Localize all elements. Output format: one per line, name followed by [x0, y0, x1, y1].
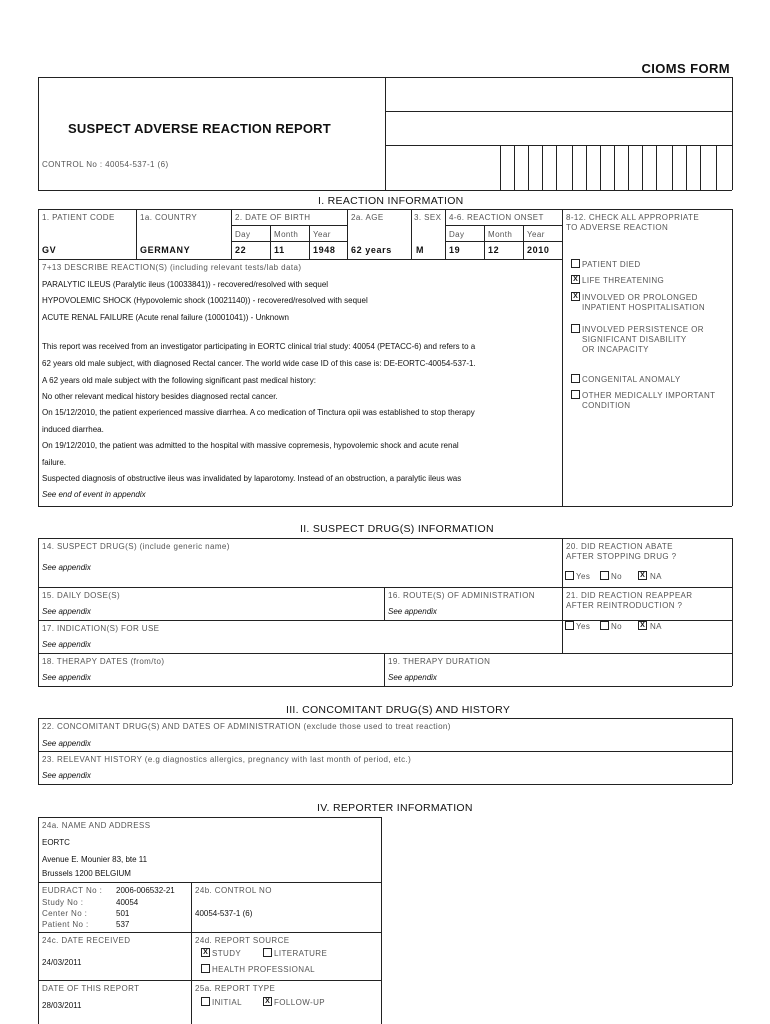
reaction-line: This report was received from an investigator participating in EORTC clinical trial study: 40054 (PETACC-6) and refers to a — [42, 342, 476, 351]
country-value: GERMANY — [140, 245, 191, 255]
reporter-name: EORTC — [42, 838, 70, 847]
congenital-anomaly-checkbox[interactable] — [571, 374, 580, 383]
dob-month-value: 11 — [274, 245, 285, 255]
section-reaction-heading: I. REACTION INFORMATION — [318, 195, 464, 207]
reappear-yes-label: Yes — [576, 622, 591, 631]
date-received-label: 24c. DATE RECEIVED — [42, 936, 131, 945]
onset-month-value: 12 — [488, 245, 500, 255]
life-threatening-label: LIFE THREATENING — [582, 276, 665, 285]
reappear-na-checkbox[interactable]: X — [638, 621, 647, 630]
abate-label: 20. DID REACTION ABATE AFTER STOPPING DRUG ? — [566, 542, 677, 561]
dob-month-label: Month — [274, 230, 299, 239]
daily-dose-label: 15. DAILY DOSE(S) — [42, 591, 121, 600]
congenital-anomaly-label: CONGENITAL ANOMALY — [582, 375, 681, 384]
relevant-history-label: 23. RELEVANT HISTORY (e.g diagnostics allergics, pregnancy with last month of period, etc.) — [42, 755, 412, 764]
report-type-followup-label: FOLLOW-UP — [274, 998, 326, 1007]
report-type-label: 25a. REPORT TYPE — [195, 984, 276, 993]
abate-na-label: NA — [650, 572, 662, 581]
center-no-label: Center No : — [42, 909, 88, 918]
reaction-line: HYPOVOLEMIC SHOCK (Hypovolemic shock (10021140)) - recovered/resolved with sequel — [42, 296, 368, 305]
suspect-drug-value: See appendix — [42, 563, 91, 572]
reappear-na-label: NA — [650, 622, 662, 631]
dob-day-label: Day — [235, 230, 251, 239]
reappear-label: 21. DID REACTION REAPPEAR AFTER REINTRODUCTION ? — [566, 591, 693, 610]
date-of-report-label: DATE OF THIS REPORT — [42, 984, 140, 993]
describe-reaction-label: 7+13 DESCRIBE REACTION(S) (including relevant tests/lab data) — [42, 263, 302, 272]
disability-label: INVOLVED PERSISTENCE OR SIGNIFICANT DISABILITY OR INCAPACITY — [582, 325, 704, 354]
age-value: 62 years — [351, 245, 392, 255]
concomitant-drugs-label: 22. CONCOMITANT DRUG(S) AND DATES OF ADMINISTRATION (exclude those used to treat reaction) — [42, 722, 451, 731]
control-no-value: 40054-537-1 (6) — [195, 909, 253, 918]
eudract-value: 2006-006532-21 — [116, 886, 175, 895]
reaction-line: failure. — [42, 458, 67, 467]
report-type-followup-checkbox[interactable]: X — [263, 997, 272, 1006]
report-source-label: 24d. REPORT SOURCE — [195, 936, 290, 945]
dob-day-value: 22 — [235, 245, 247, 255]
reaction-line: No other relevant medical history besides diagnosed rectal cancer. — [42, 392, 278, 401]
onset-year-label: Year — [527, 230, 545, 239]
onset-label: 4-6. REACTION ONSET — [449, 213, 544, 222]
therapy-duration-value: See appendix — [388, 673, 437, 682]
reaction-line: See end of event in appendix — [42, 490, 146, 499]
patient-died-checkbox[interactable] — [571, 259, 580, 268]
abate-yes-label: Yes — [576, 572, 591, 581]
patient-code-label: 1. PATIENT CODE — [42, 213, 115, 222]
hospitalisation-label: INVOLVED OR PROLONGED INPATIENT HOSPITALISATION — [582, 293, 706, 312]
reappear-yes-checkbox[interactable] — [565, 621, 574, 630]
section-drugs-heading: II. SUSPECT DRUG(S) INFORMATION — [300, 523, 494, 535]
reaction-line: A 62 years old male subject with the following significant past medical history: — [42, 376, 316, 385]
age-label: 2a. AGE — [351, 213, 384, 222]
country-label: 1a. COUNTRY — [140, 213, 198, 222]
source-study-checkbox[interactable]: X — [201, 948, 210, 957]
section-concomitant-heading: III. CONCOMITANT DRUG(S) AND HISTORY — [286, 704, 511, 716]
control-no-label: 24b. CONTROL NO — [195, 886, 272, 895]
patient-no-value: 537 — [116, 920, 130, 929]
reappear-no-label: No — [611, 622, 623, 631]
other-condition-label: OTHER MEDICALLY IMPORTANT CONDITION — [582, 391, 716, 410]
study-no-label: Study No : — [42, 898, 84, 907]
route-value: See appendix — [388, 607, 437, 616]
sex-label: 3. SEX — [414, 213, 442, 222]
reaction-line: 62 years old male subject, with diagnosed Rectal cancer. The world wide case ID of this case is: DE-EORTC-40054-537-1. — [42, 359, 476, 368]
reaction-line: On 19/12/2010, the patient was admitted to the hospital with massive copremesis, hypovolemic shock and acute renal — [42, 441, 459, 450]
reappear-no-checkbox[interactable] — [600, 621, 609, 630]
form-title: CIOMS FORM — [641, 61, 730, 76]
patient-died-label: PATIENT DIED — [582, 260, 641, 269]
indication-value: See appendix — [42, 640, 91, 649]
therapy-duration-label: 19. THERAPY DURATION — [388, 657, 491, 666]
control-number: CONTROL No : 40054-537-1 (6) — [42, 160, 169, 169]
source-literature-label: LITERATURE — [274, 949, 328, 958]
reaction-line: Suspected diagnosis of obstructive ileus was invalidated by laparotomy. Instead of an obstruction, a paralytic ileus was — [42, 474, 462, 483]
indication-label: 17. INDICATION(S) FOR USE — [42, 624, 160, 633]
source-study-label: STUDY — [212, 949, 242, 958]
hospitalisation-checkbox[interactable]: X — [571, 292, 580, 301]
patient-code-value: GV — [42, 245, 57, 255]
check-label: 8-12. CHECK ALL APPROPRIATE TO ADVERSE REACTION — [566, 213, 700, 232]
center-no-value: 501 — [116, 909, 130, 918]
reporter-address-2: Brussels 1200 BELGIUM — [42, 869, 131, 878]
study-no-value: 40054 — [116, 898, 139, 907]
abate-no-checkbox[interactable] — [600, 571, 609, 580]
route-label: 16. ROUTE(S) OF ADMINISTRATION — [388, 591, 535, 600]
source-health-professional-checkbox[interactable] — [201, 964, 210, 973]
abate-no-label: No — [611, 572, 623, 581]
suspect-drug-label: 14. SUSPECT DRUG(S) (include generic name) — [42, 542, 230, 551]
reaction-line: induced diarrhea. — [42, 425, 104, 434]
date-of-report-value: 28/03/2011 — [42, 1001, 82, 1010]
reaction-line: On 15/12/2010, the patient experienced massive diarrhea. A co medication of Tinctura opii was established to stop therapy — [42, 408, 475, 417]
section-reporter-heading: IV. REPORTER INFORMATION — [317, 802, 473, 814]
life-threatening-checkbox[interactable]: X — [571, 275, 580, 284]
eudract-label: EUDRACT No : — [42, 886, 103, 895]
report-type-initial-checkbox[interactable] — [201, 997, 210, 1006]
relevant-history-value: See appendix — [42, 771, 91, 780]
abate-yes-checkbox[interactable] — [565, 571, 574, 580]
onset-month-label: Month — [488, 230, 513, 239]
source-literature-checkbox[interactable] — [263, 948, 272, 957]
dob-year-label: Year — [313, 230, 331, 239]
onset-year-value: 2010 — [527, 245, 550, 255]
daily-dose-value: See appendix — [42, 607, 91, 616]
report-type-initial-label: INITIAL — [212, 998, 242, 1007]
dob-year-value: 1948 — [313, 245, 336, 255]
therapy-dates-value: See appendix — [42, 673, 91, 682]
other-condition-checkbox[interactable] — [571, 390, 580, 399]
report-title: SUSPECT ADVERSE REACTION REPORT — [68, 121, 331, 136]
onset-day-value: 19 — [449, 245, 461, 255]
dob-label: 2. DATE OF BIRTH — [235, 213, 311, 222]
date-received-value: 24/03/2011 — [42, 958, 82, 967]
name-address-label: 24a. NAME AND ADDRESS — [42, 821, 151, 830]
reaction-line: ACUTE RENAL FAILURE (Acute renal failure (10001041)) - Unknown — [42, 313, 289, 322]
therapy-dates-label: 18. THERAPY DATES (from/to) — [42, 657, 165, 666]
concomitant-drugs-value: See appendix — [42, 739, 91, 748]
onset-day-label: Day — [449, 230, 465, 239]
reporter-address-1: Avenue E. Mounier 83, bte 11 — [42, 855, 148, 864]
patient-no-label: Patient No : — [42, 920, 89, 929]
abate-na-checkbox[interactable]: X — [638, 571, 647, 580]
reaction-line: PARALYTIC ILEUS (Paralytic ileus (10033841)) - recovered/resolved with sequel — [42, 280, 329, 289]
source-health-professional-label: HEALTH PROFESSIONAL — [212, 965, 316, 974]
disability-checkbox[interactable] — [571, 324, 580, 333]
sex-value: M — [416, 245, 425, 255]
